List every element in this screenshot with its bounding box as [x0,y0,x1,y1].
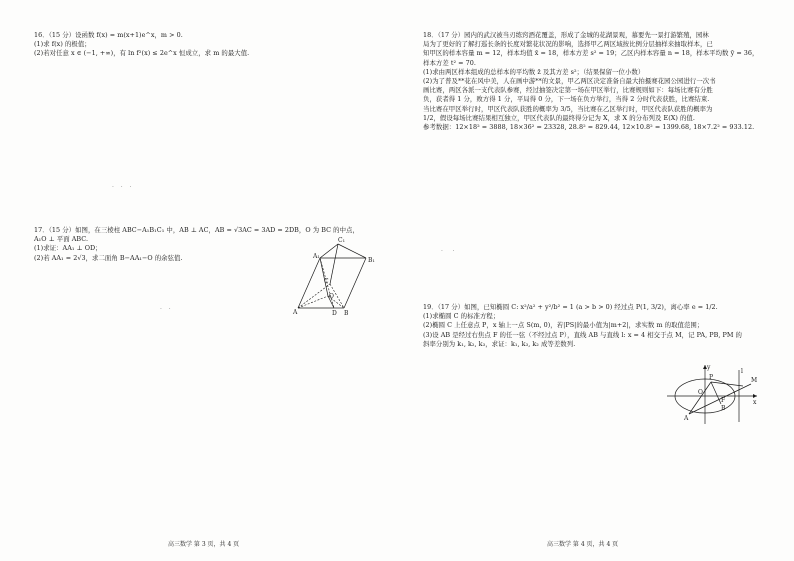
label-C: C [324,278,329,285]
q19-line: (2)椭圆 C 上任意点 P，x 轴上一点 S(m, 0)，若|PS|的最小值为|m+2|，求实数 m 的取值范围； [423,321,704,330]
q16-line: (2)若对任意 x ∈ (−1, +∞)，有 ln f²(x) ≤ 2e^x 恒成立，求 m 的最大值. [34,49,250,58]
q19-line: (1)求椭圆 C 的标准方程； [423,312,500,321]
q19-line: 斜率分别为 k₁, k₂, k₃，求证：k₁, k₃, k₂ 成等差数列. [423,339,576,348]
separator-dots: · · [160,306,172,313]
q18-line: 负，获者得 1 分，败方得 1 分，平局得 0 分，下一场在负方举行，当得 2 分时代表获胜，比赛结束. [423,95,710,104]
label-x: x [753,399,757,406]
label-A: A [293,309,298,316]
page-4 [397,0,794,561]
label-B: B [721,405,726,412]
q17-line: (2)若 AA₁ = 2√3，求二面角 B−AA₁−O 的余弦值. [34,253,183,262]
q18-line: 画比赛，两区各派一支代表队参赛，经过抽签决定第一场在甲区举行，比赛规则如下：每场比赛有分胜 [423,86,713,95]
label-O: O [329,293,334,300]
label-l: l [741,368,743,375]
prism-figure [288,236,376,316]
q18-line: 参考数据：12×18² = 3888, 18×36² = 23328, 28.8² = 829.44, 12×10.8² = 1399.68, 18×7.2² = 933.12. [423,123,755,132]
q19-line: (3)设 AB 是经过右焦点 F 的任一弦（不经过点 P），直线 AB 与直线 l: x = 4 相交于点 M，记 PA, PB, PM 的 [423,330,742,339]
q18-line: (2)为了普及**花在风中美，人在画中游**的文景，甲乙两区决定准备自最大拍摄赛花园公园进行一次书 [423,77,716,86]
q18-line: 18．（17 分）园内的武汉被当刃练窍酒花覆盖，形成了金城的花湖景观，慕要先一景打游繁殖，园林 [423,31,709,39]
q19-line: 19．（17 分）如图，已知椭圆 C: x²/a² + y²/b² = 1 (a > b > 0) 经过点 P(1, 3/2)，离心率 e = 1/2. [423,303,718,311]
label-B: B [344,310,349,316]
label-B1: B₁ [368,257,375,264]
q18-line: 样本方差 t² = 70. [423,58,476,67]
q18-line: 知甲区的样本容量 m = 12，样本均值 x̄ = 18，样本方差 s² = 19；乙区内样本容量 n = 18，样本平均数 ȳ = 36， [423,49,759,58]
label-A1: A₁ [313,253,320,260]
label-F: F [721,397,726,404]
page-footer: 高三数学 第 4 页，共 4 页 [547,541,619,548]
q16-line: 16．（15 分）设函数 f(x) = m(x+1)e^x，m > 0. [34,31,183,39]
page-footer: 高三数学 第 3 页，共 4 页 [168,541,240,548]
label-P: P [709,374,714,381]
question-18 [423,31,758,132]
q17-line: A₁O ⊥ 平面 ABC. [34,235,89,244]
ellipse-figure [665,362,761,428]
q18-line: (1)求由两区样本组成的总样本的平均数 z̄ 及其方差 s²；（结果保留一位小数） [423,67,645,76]
separator-dots: · · [441,248,456,255]
q17-line: 17．（15 分）如图，在三棱柱 ABC−A₁B₁C₁ 中，AB ⊥ AC，AB = √3AC = 3AD = 2DB，O 为 BC 的中点， [34,226,359,234]
label-y: y [707,364,711,371]
question-16 [34,31,249,59]
label-M: M [751,377,758,384]
separator-dots: · · · [112,184,133,191]
label-O: O [698,389,703,396]
label-C1: C₁ [338,237,345,244]
q17-line: (1)求证：AA₁ ⊥ OD； [34,244,102,253]
q16-line: (1)求 f(x) 的极值； [34,40,91,49]
q18-line: 当比赛在甲区举行时，甲区代表队获胜的概率为 3/5，当比赛在乙区举行时，甲区代表队获胜的概率为 [423,104,713,113]
q18-line: 局为了更好的了解打巡长条的长度对繁花状况的影响，选择甲乙两区域按比例分层抽样来抽取样本，已 [423,40,713,49]
q18-line: 1/2，假设每场比赛结果相互独立，甲区代表队的最终得分记为 X，求 X 的分布列及 E(X) 的值. [423,113,695,122]
question-19 [423,303,742,349]
label-D: D [332,310,337,316]
label-A: A [684,415,689,422]
